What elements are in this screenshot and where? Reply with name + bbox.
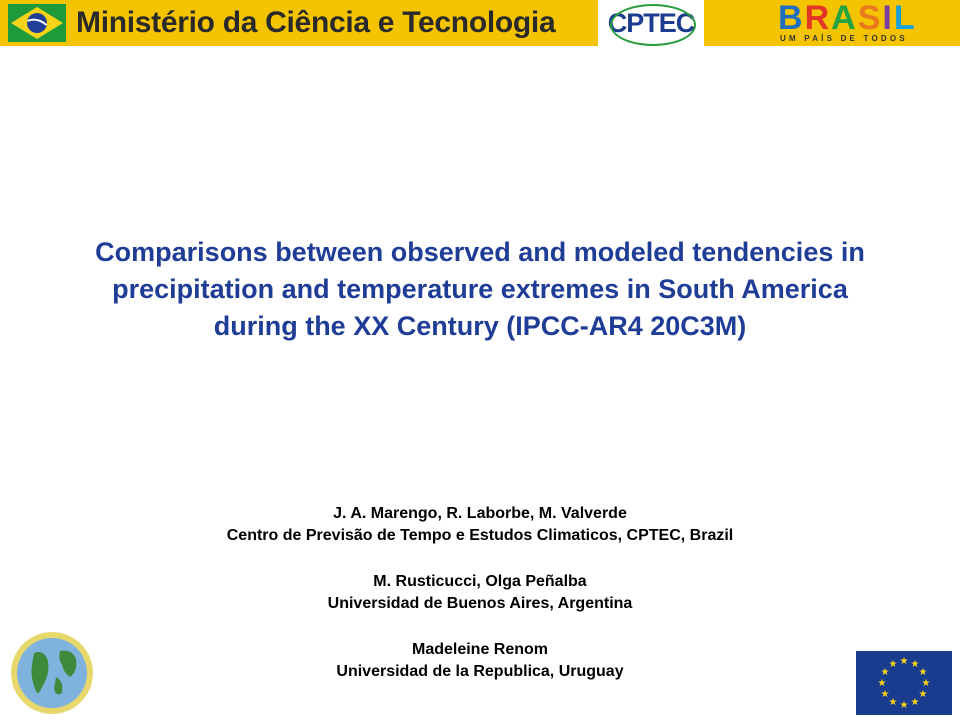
author-names: J. A. Marengo, R. Laborbe, M. Valverde bbox=[333, 505, 627, 522]
svg-text:★: ★ bbox=[880, 667, 890, 678]
title-line: Comparisons between observed and modeled tendencies in bbox=[95, 237, 865, 267]
cptec-logo bbox=[598, 0, 704, 46]
header-banner bbox=[0, 0, 960, 46]
brasil-letter-l: L bbox=[893, 0, 917, 37]
svg-text:★: ★ bbox=[910, 659, 920, 670]
eu-flag-icon bbox=[856, 651, 952, 715]
ministry-label: Ministério da Ciência e Tecnologia bbox=[76, 6, 556, 39]
author-affiliation: Universidad de la Republica, Uruguay bbox=[336, 663, 624, 680]
svg-text:★: ★ bbox=[918, 689, 928, 700]
svg-text:★: ★ bbox=[877, 678, 887, 689]
title-line: during the XX Century (IPCC-AR4 20C3M) bbox=[213, 311, 747, 341]
svg-text:★: ★ bbox=[899, 656, 909, 667]
brasil-wordmark bbox=[778, 0, 917, 36]
author-names: Madeleine Renom bbox=[411, 641, 549, 658]
brasil-letter-r: R bbox=[804, 0, 832, 37]
brasil-letter-s: S bbox=[857, 0, 883, 37]
cptec-label: CPTEC bbox=[607, 7, 695, 38]
author-names: M. Rusticucci, Olga Peñalba bbox=[373, 573, 587, 590]
brasil-tagline: UM PAÍS DE TODOS bbox=[780, 34, 908, 43]
brazil-flag-icon bbox=[8, 4, 66, 42]
svg-text:★: ★ bbox=[910, 697, 920, 708]
brasil-letter-i: I bbox=[882, 0, 894, 37]
cptec-ring-icon bbox=[607, 4, 696, 46]
author-affiliation: Centro de Previsão de Tempo e Estudos Climaticos, CPTEC, Brazil bbox=[226, 527, 734, 544]
svg-text:★: ★ bbox=[888, 697, 898, 708]
svg-text:★: ★ bbox=[918, 667, 928, 678]
svg-text:★: ★ bbox=[880, 689, 890, 700]
brasil-letter-b: B bbox=[778, 0, 805, 37]
claris-logo bbox=[10, 631, 94, 715]
title-line: precipitation and temperature extremes in South America bbox=[112, 274, 848, 304]
author-list bbox=[0, 503, 960, 683]
svg-text:★: ★ bbox=[921, 678, 931, 689]
svg-text:★: ★ bbox=[899, 700, 909, 711]
brasil-letter-a: A bbox=[831, 0, 858, 37]
brasil-logo bbox=[774, 0, 960, 46]
author-affiliation: Universidad de Buenos Aires, Argentina bbox=[327, 595, 633, 612]
svg-text:★: ★ bbox=[888, 659, 898, 670]
presentation-title bbox=[0, 234, 960, 345]
ministry-logo bbox=[8, 4, 556, 42]
